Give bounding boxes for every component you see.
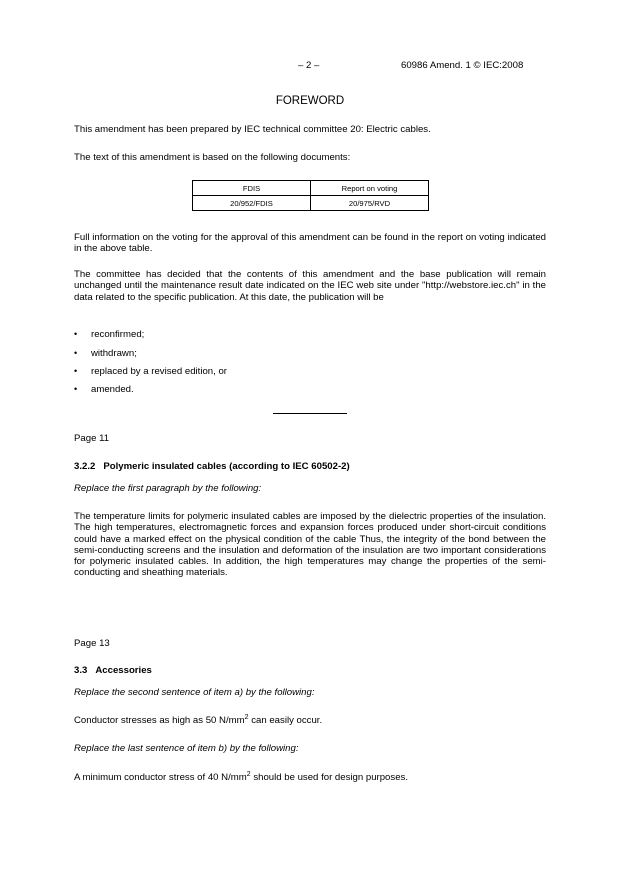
table-cell: 20/952/FDIS: [193, 196, 311, 211]
text-span: should be used for design purposes.: [250, 772, 408, 783]
foreword-paragraph-1: This amendment has been prepared by IEC technical committee 20: Electric cables.: [74, 124, 431, 135]
list-item-text: amended.: [91, 384, 134, 395]
section-divider: [273, 413, 347, 414]
list-item-text: reconfirmed;: [91, 329, 145, 340]
heading-3-3: [74, 665, 152, 676]
section-number: 3.2.2: [74, 461, 96, 472]
page-reference-13: Page 13: [74, 638, 110, 649]
replacement-text: [74, 772, 408, 783]
editorial-instruction: Replace the first paragraph by the following:: [74, 483, 262, 494]
section-body: The temperature limits for polymeric insulated cables are imposed by the dielectric properties of the insulation. The high temperatures, electromagnetic forces and expansion forces produced under short-circuit conditions could have a marked effect on the physical condition of the cable Thus, the integrity of the bond between the semi-conducting screens and the insulation and deformation of the insulation are two important considerations for polymeric insulated cables. In addition, the high temperatures may change the properties of the semi-conducting and sheathing materials.: [74, 511, 546, 579]
voting-table: [192, 180, 429, 211]
editorial-instruction: Replace the last sentence of item b) by the following:: [74, 743, 299, 754]
foreword-title: FOREWORD: [275, 95, 345, 107]
table-header-row: [193, 181, 429, 196]
foreword-paragraph-2: The text of this amendment is based on the following documents:: [74, 152, 351, 163]
list-item-text: replaced by a revised edition, or: [91, 366, 227, 377]
text-span: can easily occur.: [248, 715, 323, 726]
table-cell: 20/975/RVD: [311, 196, 429, 211]
text-span: Conductor stresses as high as 50 N/mm: [74, 715, 245, 726]
table-header-cell: FDIS: [193, 181, 311, 196]
bullet-icon: •: [74, 366, 78, 376]
table-row: [193, 196, 429, 211]
replacement-text: [74, 715, 322, 726]
bullet-icon: •: [74, 329, 78, 339]
section-number: 3.3: [74, 665, 88, 676]
section-title: Polymeric insulated cables (according to IEC 60502-2): [103, 461, 350, 472]
list-item-text: withdrawn;: [91, 348, 137, 359]
bullet-icon: •: [74, 384, 78, 394]
heading-3-2-2: [74, 461, 350, 472]
editorial-instruction: Replace the second sentence of item a) by the following:: [74, 687, 315, 698]
superscript: 2: [244, 713, 249, 721]
bullet-icon: •: [74, 348, 78, 358]
table-header-cell: Report on voting: [311, 181, 429, 196]
page-number: – 2 –: [298, 60, 320, 71]
section-title: Accessories: [95, 665, 152, 676]
page-reference-11: Page 11: [74, 433, 110, 444]
text-span: A minimum conductor stress of 40 N/mm: [74, 772, 247, 783]
superscript: 2: [246, 770, 251, 778]
foreword-paragraph-4: The committee has decided that the contents of this amendment and the base publication will remain unchanged until the maintenance result date indicated on the IEC web site under "http://webstore.iec.ch" in the data related to the specific publication. At this date, the publication will be: [74, 269, 546, 303]
document-reference: 60986 Amend. 1 © IEC:2008: [401, 60, 524, 71]
foreword-paragraph-3: Full information on the voting for the approval of this amendment can be found in the report on voting indicated in the above table.: [74, 232, 546, 255]
